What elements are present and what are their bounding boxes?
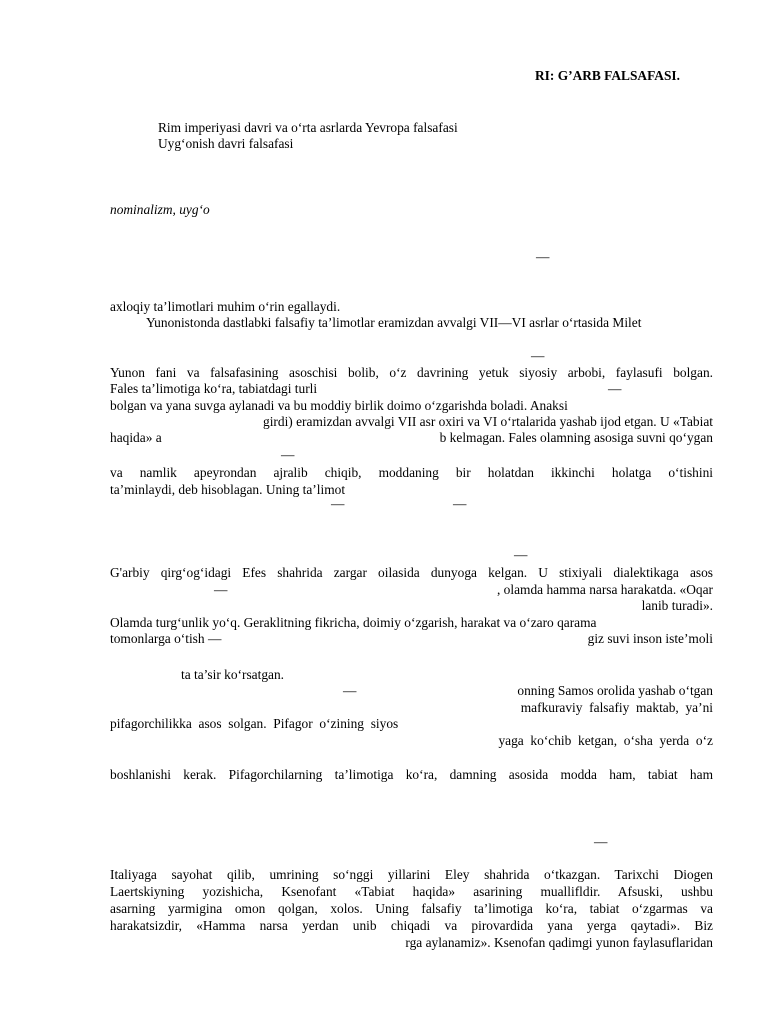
text-line: yaga ko‘chib ketgan, o‘sha yerda o‘z: [498, 733, 713, 748]
text-line: boshlanishi kerak. Pifagorchilarning ta’limotiga ko‘ra, damning asosida modda ham, tabiat ham: [110, 767, 713, 782]
dash-mark: —: [281, 447, 295, 462]
text-line: rga aylanamiz». Ksenofan qadimgi yunon faylasuflaridan: [405, 935, 713, 950]
dash-mark: —: [343, 683, 357, 698]
dash-mark: —: [214, 582, 228, 597]
text-line: Yunon fani va falsafasining asoschisi bolib, o‘z davrining yetuk siyosiy arbobi, faylasufi bolgan.: [110, 365, 713, 380]
text-line: va namlik apeyrondan ajralib chiqib, moddaning bir holatdan ikkinchi holatga o‘tishini: [110, 465, 713, 480]
text-line: giz suvi inson iste’moli: [587, 631, 713, 646]
text-line: Yunonistonda dastlabki falsafiy ta’limotlar eramizdan avvalgi VII—VI asrlar o‘rtasida Milet: [146, 315, 642, 330]
text-line: ta’minlaydi, deb hisoblagan. Uning ta’limot: [110, 482, 346, 497]
text-line: asarning yarmigina omon qolgan, xolos. Uning falsafiy ta’limotiga ko‘ra, tabiat o‘zgarmas va: [110, 901, 713, 916]
text-line: mafkuraviy falsafiy maktab, ya’ni: [520, 700, 713, 715]
dash-mark: —: [514, 547, 528, 562]
text-line: b kelmagan. Fales olamning asosiga suvni qo‘ygan: [439, 430, 713, 445]
text-line: Olamda turg‘unlik yo‘q. Geraklitning fikricha, doimiy o‘zgarish, harakat va o‘zaro qarama: [110, 615, 597, 630]
text-line: ta ta’sir ko‘rsatgan.: [181, 667, 284, 682]
dash-mark: —: [536, 249, 550, 264]
page-title: RI: G’ARB FALSAFASI.: [535, 68, 680, 83]
text-line: G'arbiy qirg‘og‘idagi Efes shahrida zargar oilasida dunyoga kelgan. U stixiyali dialektikaga asos: [110, 565, 713, 580]
dash-mark: —: [594, 834, 608, 849]
text-line: , olamda hamma narsa harakatda. «Oqar: [496, 582, 713, 597]
dash-mark: —: [331, 496, 345, 511]
text-line: axloqiy ta’limotlari muhim o‘rin egallaydi.: [110, 299, 341, 314]
text-line: girdi) eramizdan avvalgi VII asr oxiri va VI o‘rtalarida yashab ijod etgan. U «Tabiat: [263, 414, 713, 429]
text-line: bolgan va yana suvga aylanadi va bu moddiy birlik doimo o‘zgarishda boladi. Anaksi: [110, 398, 568, 413]
text-line: lanib turadi».: [641, 598, 713, 613]
text-line: tomonlarga o‘tish —: [110, 631, 222, 646]
dash-mark: —: [608, 381, 622, 396]
text-line: haqida» a: [110, 430, 162, 445]
dash-mark: —: [531, 348, 545, 363]
toc-item-rome: Rim imperiyasi davri va o‘rta asrlarda Yevropa falsafasi: [158, 120, 458, 135]
text-line: Fales ta’limotiga ko‘ra, tabiatdagi turli: [110, 381, 318, 396]
text-line: Italiyaga sayohat qilib, umrining so‘nggi yillarini Eley shahrida o‘tkazgan. Tarixchi Diogen: [110, 867, 713, 882]
text-line: Laertskiyning yozishicha, Ksenofant «Tabiat haqida» asarining muallifldir. Afsuski, ushbu: [110, 884, 713, 899]
dash-mark: —: [453, 496, 467, 511]
toc-item-renaissance: Uyg‘onish davri falsafasi: [158, 136, 294, 151]
text-line: harakatsizdir, «Hamma narsa yerdan unib chiqadi va pirovardida yana yerga qaytadi». Biz: [110, 918, 713, 933]
text-line: pifagorchilikka asos solgan. Pifagor o‘zining siyos: [110, 716, 399, 731]
text-line: onning Samos orolida yashab o‘tgan: [517, 683, 713, 698]
keywords: nominalizm, uyg‘o: [110, 202, 210, 217]
